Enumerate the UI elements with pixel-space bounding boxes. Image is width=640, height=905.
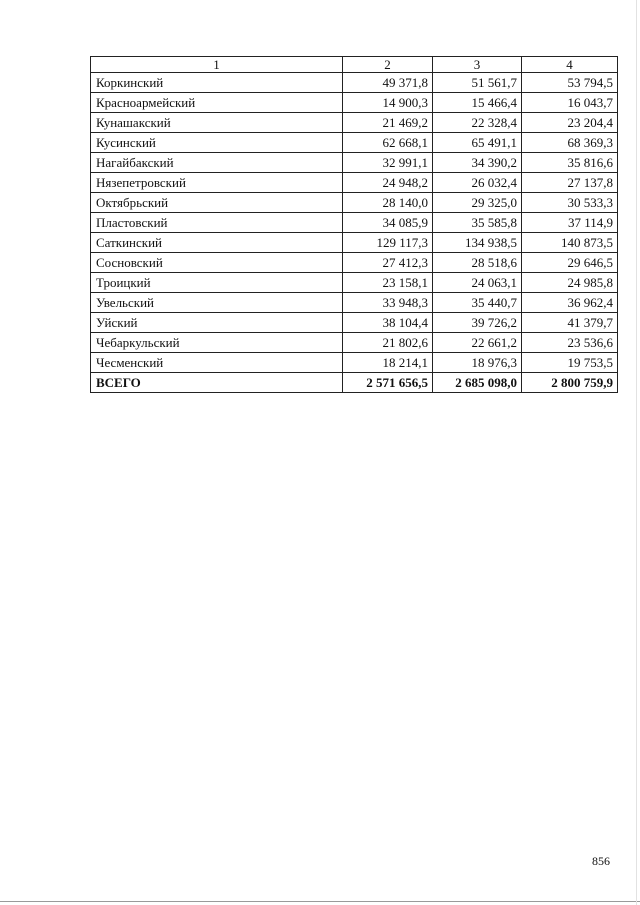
district-name: Красноармейский (91, 93, 343, 113)
value-col2: 21 802,6 (343, 333, 433, 353)
district-name: Троицкий (91, 273, 343, 293)
value-col2: 129 117,3 (343, 233, 433, 253)
district-name: Уйский (91, 313, 343, 333)
value-col3: 65 491,1 (433, 133, 522, 153)
value-col3: 18 976,3 (433, 353, 522, 373)
value-col4: 53 794,5 (522, 73, 618, 93)
value-col2: 27 412,3 (343, 253, 433, 273)
value-col4: 68 369,3 (522, 133, 618, 153)
column-header-4: 4 (522, 57, 618, 73)
value-col4: 23 204,4 (522, 113, 618, 133)
value-col2: 38 104,4 (343, 313, 433, 333)
table-row (91, 353, 618, 373)
value-col4: 29 646,5 (522, 253, 618, 273)
value-col3: 35 585,8 (433, 213, 522, 233)
value-col2: 18 214,1 (343, 353, 433, 373)
value-col2: 49 371,8 (343, 73, 433, 93)
value-col3: 134 938,5 (433, 233, 522, 253)
table-body (91, 73, 618, 393)
value-col2: 23 158,1 (343, 273, 433, 293)
header-row (91, 57, 618, 73)
value-col3: 22 661,2 (433, 333, 522, 353)
table-row (91, 173, 618, 193)
column-header-2: 2 (343, 57, 433, 73)
value-col4: 27 137,8 (522, 173, 618, 193)
value-col2: 28 140,0 (343, 193, 433, 213)
table-row (91, 273, 618, 293)
scan-edge-right (636, 0, 637, 905)
value-col4: 36 962,4 (522, 293, 618, 313)
total-value-col2: 2 571 656,5 (343, 373, 433, 393)
district-name: Кунашакский (91, 113, 343, 133)
table-row (91, 153, 618, 173)
district-name: Кусинский (91, 133, 343, 153)
table-row (91, 293, 618, 313)
value-col3: 15 466,4 (433, 93, 522, 113)
district-name: Увельский (91, 293, 343, 313)
column-header-3: 3 (433, 57, 522, 73)
district-name: Нагайбакский (91, 153, 343, 173)
value-col3: 24 063,1 (433, 273, 522, 293)
district-name: Чебаркульский (91, 333, 343, 353)
value-col4: 30 533,3 (522, 193, 618, 213)
value-col3: 34 390,2 (433, 153, 522, 173)
budget-table (90, 56, 618, 393)
value-col2: 21 469,2 (343, 113, 433, 133)
value-col2: 14 900,3 (343, 93, 433, 113)
table-row (91, 133, 618, 153)
value-col4: 16 043,7 (522, 93, 618, 113)
value-col2: 24 948,2 (343, 173, 433, 193)
value-col3: 28 518,6 (433, 253, 522, 273)
table-row (91, 113, 618, 133)
value-col3: 22 328,4 (433, 113, 522, 133)
value-col4: 37 114,9 (522, 213, 618, 233)
value-col4: 41 379,7 (522, 313, 618, 333)
district-name: Пластовский (91, 213, 343, 233)
value-col4: 23 536,6 (522, 333, 618, 353)
value-col4: 35 816,6 (522, 153, 618, 173)
value-col3: 51 561,7 (433, 73, 522, 93)
district-name: Октябрьский (91, 193, 343, 213)
value-col2: 32 991,1 (343, 153, 433, 173)
table-row (91, 93, 618, 113)
total-label: ВСЕГО (91, 373, 343, 393)
value-col4: 19 753,5 (522, 353, 618, 373)
table-row (91, 253, 618, 273)
value-col4: 140 873,5 (522, 233, 618, 253)
table-row (91, 313, 618, 333)
column-header-1: 1 (91, 57, 343, 73)
value-col4: 24 985,8 (522, 273, 618, 293)
district-name: Сосновский (91, 253, 343, 273)
value-col3: 29 325,0 (433, 193, 522, 213)
value-col3: 39 726,2 (433, 313, 522, 333)
value-col3: 26 032,4 (433, 173, 522, 193)
table-row (91, 333, 618, 353)
table-row (91, 193, 618, 213)
district-name: Коркинский (91, 73, 343, 93)
district-name: Чесменский (91, 353, 343, 373)
value-col2: 62 668,1 (343, 133, 433, 153)
value-col2: 33 948,3 (343, 293, 433, 313)
district-name: Саткинский (91, 233, 343, 253)
table-row (91, 213, 618, 233)
value-col2: 34 085,9 (343, 213, 433, 233)
district-name: Нязепетровский (91, 173, 343, 193)
page-number: 856 (592, 854, 610, 868)
scan-edge-bottom (0, 901, 640, 902)
value-col3: 35 440,7 (433, 293, 522, 313)
total-value-col3: 2 685 098,0 (433, 373, 522, 393)
total-value-col4: 2 800 759,9 (522, 373, 618, 393)
total-row (91, 373, 618, 393)
table-row (91, 233, 618, 253)
table-row (91, 73, 618, 93)
